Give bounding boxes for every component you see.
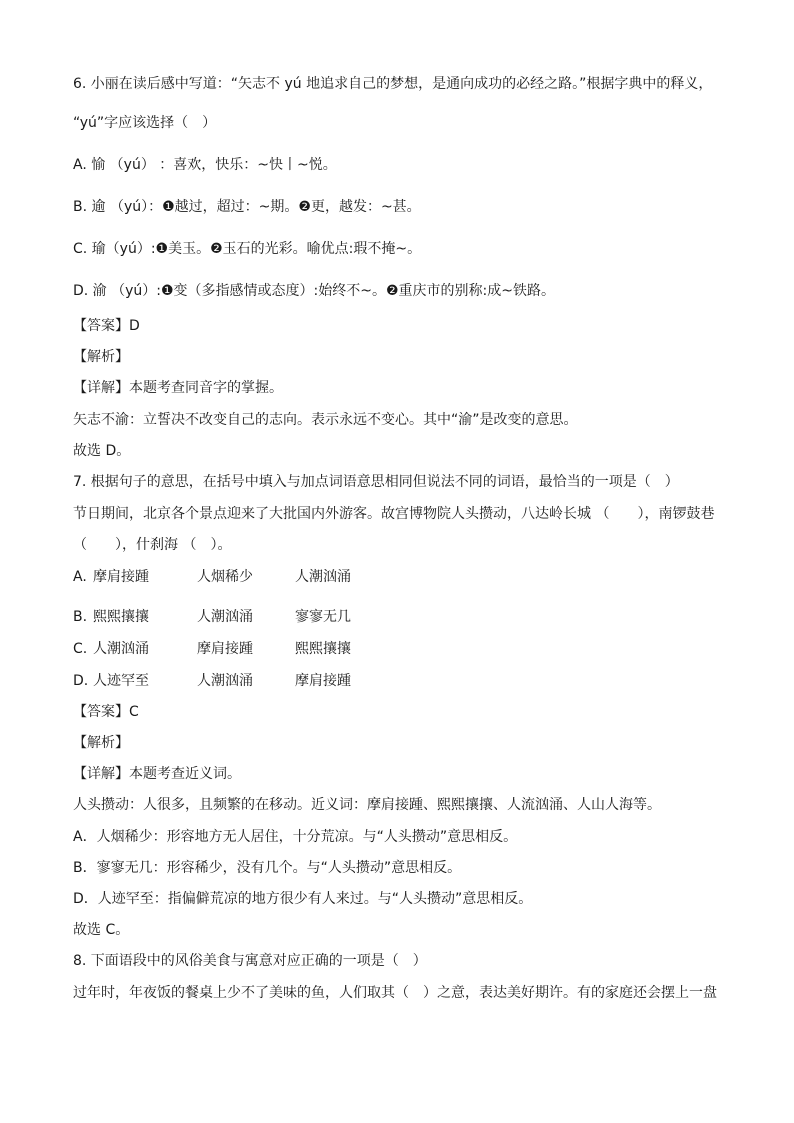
q6-option-c: C. 瑜（yú）:❶美玉。❷玉石的光彩。喻优点:瑕不掩~。 — [73, 241, 422, 257]
q7-note-a: A．人烟稀少：形容地方无人居住，十分荒凉。与“人头攒动”意思相反。 — [73, 829, 518, 845]
q6-explanation: 矢志不渝：立誓决不改变自己的志向。表示永远不变心。其中“渝”是改变的意思。 — [73, 412, 578, 428]
q7-detail: 【详解】本题考查近义词。 — [73, 766, 241, 782]
q6-analysis-label: 【解析】 — [73, 349, 129, 365]
q7-option-d-word3: 摩肩接踵 — [295, 673, 351, 689]
q6-conclusion: 故选 D。 — [73, 443, 131, 459]
q6-option-a: A. 愉 （yú） ：喜欢，快乐：~快丨~悦。 — [73, 157, 337, 173]
q7-answer: 【答案】C — [73, 704, 139, 720]
q7-option-b-word1: 熙熙攘攘 — [93, 609, 149, 625]
q7-note-b: B．寥寥无几：形容稀少，没有几个。与“人头攒动”意思相反。 — [73, 860, 462, 876]
q7-option-c-label: C. — [73, 641, 88, 657]
q7-option-a-word3: 人潮汹涌 — [295, 569, 351, 585]
q7-passage-line2: （ ），什刹海 （ ）。 — [73, 537, 232, 553]
q7-passage-line1: 节日期间，北京各个景点迎来了大批国内外游客。故宫博物院人头攒动，八达岭长城 （ ），南锣鼓巷 — [73, 506, 715, 522]
q7-option-c-word2: 摩肩接踵 — [197, 641, 253, 657]
q7-option-d-word1: 人迹罕至 — [93, 673, 149, 689]
q7-option-c-word3: 熙熙攘攘 — [295, 641, 351, 657]
q6-option-b: B. 逾 （yú）：❶越过，超过：~期。❷更，越发：~甚。 — [73, 199, 421, 215]
q7-option-d-label: D. — [73, 673, 89, 689]
q7-option-a-word1: 摩肩接踵 — [93, 569, 149, 585]
q7-note-d: D．人迹罕至：指偏僻荒凉的地方很少有人来过。与“人头攒动”意思相反。 — [73, 891, 533, 907]
q8-stem: 8. 下面语段中的风俗美食与寓意对应正确的一项是（ ） — [73, 953, 427, 969]
q7-option-b-word3: 寥寥无几 — [295, 609, 351, 625]
q7-option-a-word2: 人烟稀少 — [197, 569, 253, 585]
q7-analysis-label: 【解析】 — [73, 735, 129, 751]
q7-option-b-word2: 人潮汹涌 — [197, 609, 253, 625]
q7-option-d-word2: 人潮汹涌 — [197, 673, 253, 689]
q6-stem-line1: 6. 小丽在读后感中写道：“矢志不 yú 地追求自己的梦想，是通向成功的必经之路。”根据字典中的释义， — [73, 76, 713, 92]
q8-passage-line1: 过年时，年夜饭的餐桌上少不了美味的鱼，人们取其（ ）之意，表达美好期许。有的家庭还会摆上一盘 — [73, 985, 717, 1001]
q6-answer: 【答案】D — [73, 318, 140, 334]
q7-option-a-label: A. — [73, 569, 87, 585]
q6-stem-line2: “yú”字应该选择（ ） — [73, 115, 217, 131]
q7-conclusion: 故选 C。 — [73, 922, 130, 938]
q6-option-d: D. 渝 （yú）:❶变（多指感情或态度）:始终不~。❷重庆市的别称:成~铁路。 — [73, 283, 556, 299]
q7-explanation: 人头攒动：人很多，且频繁的在移动。近义词：摩肩接踵、熙熙攘攘、人流汹涌、人山人海等。 — [73, 797, 661, 813]
q6-detail: 【详解】本题考查同音字的掌握。 — [73, 380, 283, 396]
q7-option-b-label: B. — [73, 609, 88, 625]
q7-stem: 7. 根据句子的意思，在括号中填入与加点词语意思相同但说法不同的词语，最恰当的一项是（ ） — [73, 474, 679, 490]
q7-option-c-word1: 人潮汹涌 — [93, 641, 149, 657]
